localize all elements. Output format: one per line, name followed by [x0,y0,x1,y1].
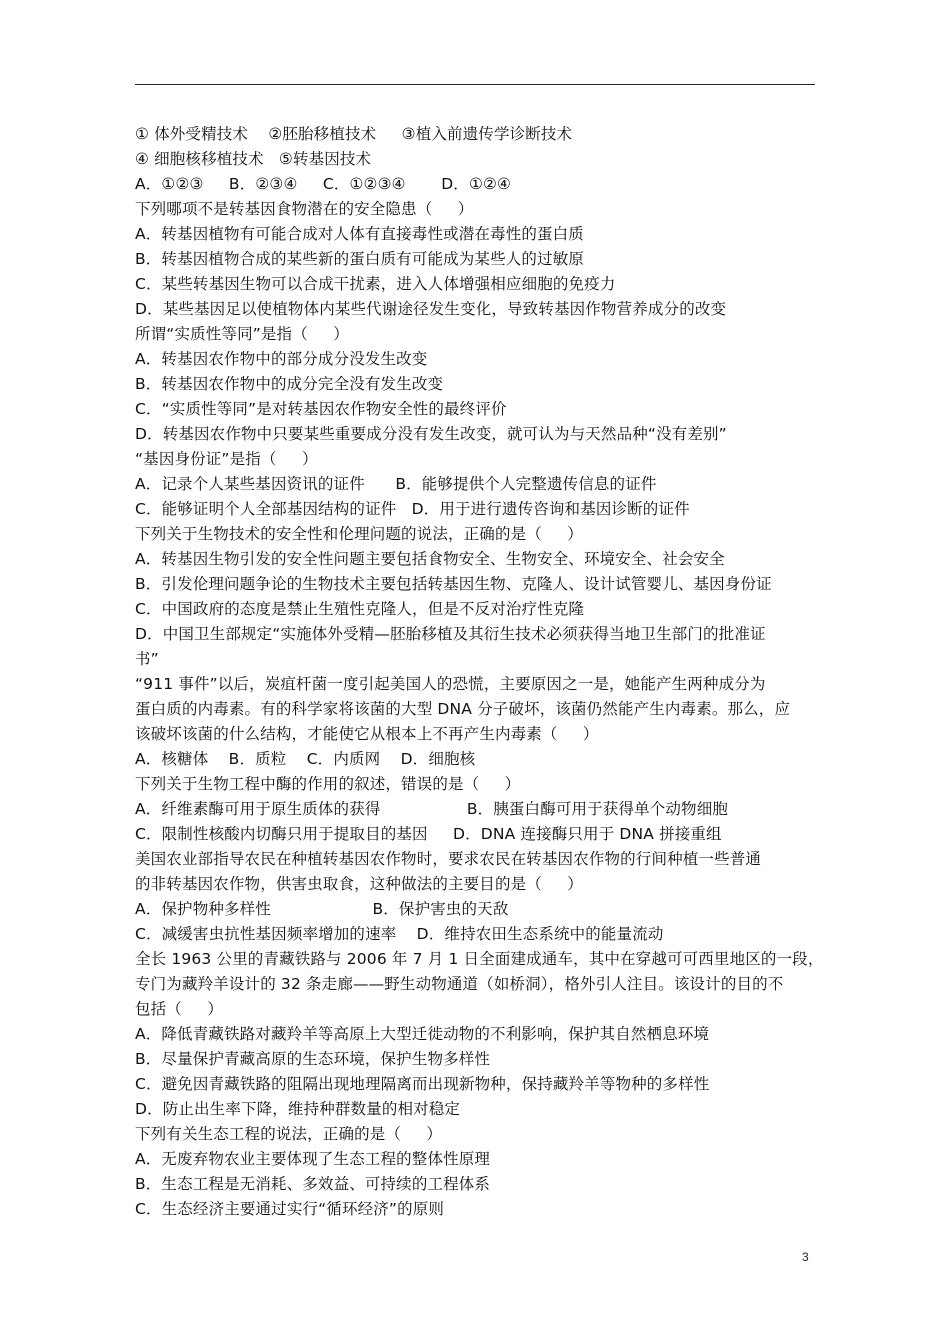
text-line: C．中国政府的态度是禁止生殖性克隆人，但是不反对治疗性克隆 [135,600,585,618]
text-line: 下列关于生物技术的安全性和伦理问题的说法，正确的是（ ） [135,525,583,543]
text-line: 该破坏该菌的什么结构，才能使它从根本上不再产生内毒素（ ） [135,725,599,743]
text-line: 下列哪项不是转基因食物潜在的安全隐患（ ） [135,200,474,218]
text-line: C．减缓害虫抗性基因频率增加的速率 D．维持农田生态系统中的能量流动 [135,925,664,943]
text-line: C．能够证明个人全部基因结构的证件 D．用于进行遗传咨询和基因诊断的证件 [135,500,690,518]
document-body [135,122,825,1222]
text-line: 专门为藏羚羊设计的 32 条走廊——野生动物通道（如桥洞），格外引人注目。该设计的目的不 [135,975,784,993]
text-line: ① 体外受精技术 ②胚胎移植技术 ③植入前遗传学诊断技术 [135,125,573,143]
text-line: 全长 1963 公里的青藏铁路与 2006 年 7 月 1 日全面建成通车，其中在穿越可可西里地区的一段， [135,950,824,968]
text-line: 下列关于生物工程中酶的作用的叙述，错误的是（ ） [135,775,521,793]
text-line: D．防止出生率下降，维持种群数量的相对稳定 [135,1100,461,1118]
text-line: 书” [135,650,159,668]
text-line: D．中国卫生部规定“实施体外受精—胚胎移植及其衍生技术必须获得当地卫生部门的批准证 [135,625,766,643]
header-rule [135,84,815,85]
text-line: “911 事件”以后，炭疽杆菌一度引起美国人的恐慌，主要原因之一是，她能产生两种成分为 [135,675,766,693]
text-line: C．某些转基因生物可以合成干扰素，进入人体增强相应细胞的免疫力 [135,275,616,293]
text-line: B．尽量保护青藏高原的生态环境，保护生物多样性 [135,1050,491,1068]
text-line: C．生态经济主要通过实行“循环经济”的原则 [135,1200,445,1218]
text-line: B．生态工程是无消耗、多效益、可持续的工程体系 [135,1175,491,1193]
text-line: 的非转基因农作物，供害虫取食，这种做法的主要目的是（ ） [135,875,583,893]
text-line: D．某些基因足以使植物体内某些代谢途径发生变化，导致转基因作物营养成分的改变 [135,300,727,318]
text-line: 下列有关生态工程的说法，正确的是（ ） [135,1125,443,1143]
text-line: A．核糖体 B．质粒 C．内质网 D．细胞核 [135,750,476,768]
text-line: B．转基因植物合成的某些新的蛋白质有可能成为某些人的过敏原 [135,250,584,268]
text-line: A．降低青藏铁路对藏羚羊等高原上大型迁徙动物的不利影响，保护其自然栖息环境 [135,1025,710,1043]
text-line: C．限制性核酸内切酶只用于提取目的基因 D．DNA 连接酶只用于 DNA 拼接重组 [135,825,722,843]
text-line: D．转基因农作物中只要某些重要成分没有发生改变，就可认为与天然品种“没有差别” [135,425,727,443]
text-line: 美国农业部指导农民在种植转基因农作物时，要求农民在转基因农作物的行间种植一些普通 [135,850,762,868]
text-line: A．保护物种多样性 B．保护害虫的天敌 [135,900,509,918]
text-line: A．转基因生物引发的安全性问题主要包括食物安全、生物安全、环境安全、社会安全 [135,550,725,568]
text-line: C．“实质性等同”是对转基因农作物安全性的最终评价 [135,400,507,418]
text-line: A．无废弃物农业主要体现了生态工程的整体性原理 [135,1150,491,1168]
text-line: A．①②③ B．②③④ C．①②③④ D．①②④ [135,175,512,193]
text-line: 所谓“实质性等同”是指（ ） [135,325,349,343]
text-line: 蛋白质的内毒素。有的科学家将该菌的大型 DNA 分子破坏，该菌仍然能产生内毒素。那么，应 [135,700,791,718]
text-line: B．转基因农作物中的成分完全没有发生改变 [135,375,444,393]
text-line: ④ 细胞核移植技术 ⑤转基因技术 [135,150,372,168]
text-line: A．转基因农作物中的部分成分没发生改变 [135,350,428,368]
text-line: B．引发伦理问题争论的生物技术主要包括转基因生物、克隆人、设计试管婴儿、基因身份证 [135,575,772,593]
text-line: A．记录个人某些基因资讯的证件 B．能够提供个人完整遗传信息的证件 [135,475,657,493]
text-line: 包括（ ） [135,1000,223,1018]
text-line: “基因身份证”是指（ ） [135,450,318,468]
text-line: C．避免因青藏铁路的阻隔出现地理隔离而出现新物种，保持藏羚羊等物种的多样性 [135,1075,710,1093]
text-line: A．转基因植物有可能合成对人体有直接毒性或潜在毒性的蛋白质 [135,225,584,243]
text-line: A．纤维素酶可用于原生质体的获得 B．胰蛋白酶可用于获得单个动物细胞 [135,800,728,818]
page-number: 3 [802,1250,809,1264]
